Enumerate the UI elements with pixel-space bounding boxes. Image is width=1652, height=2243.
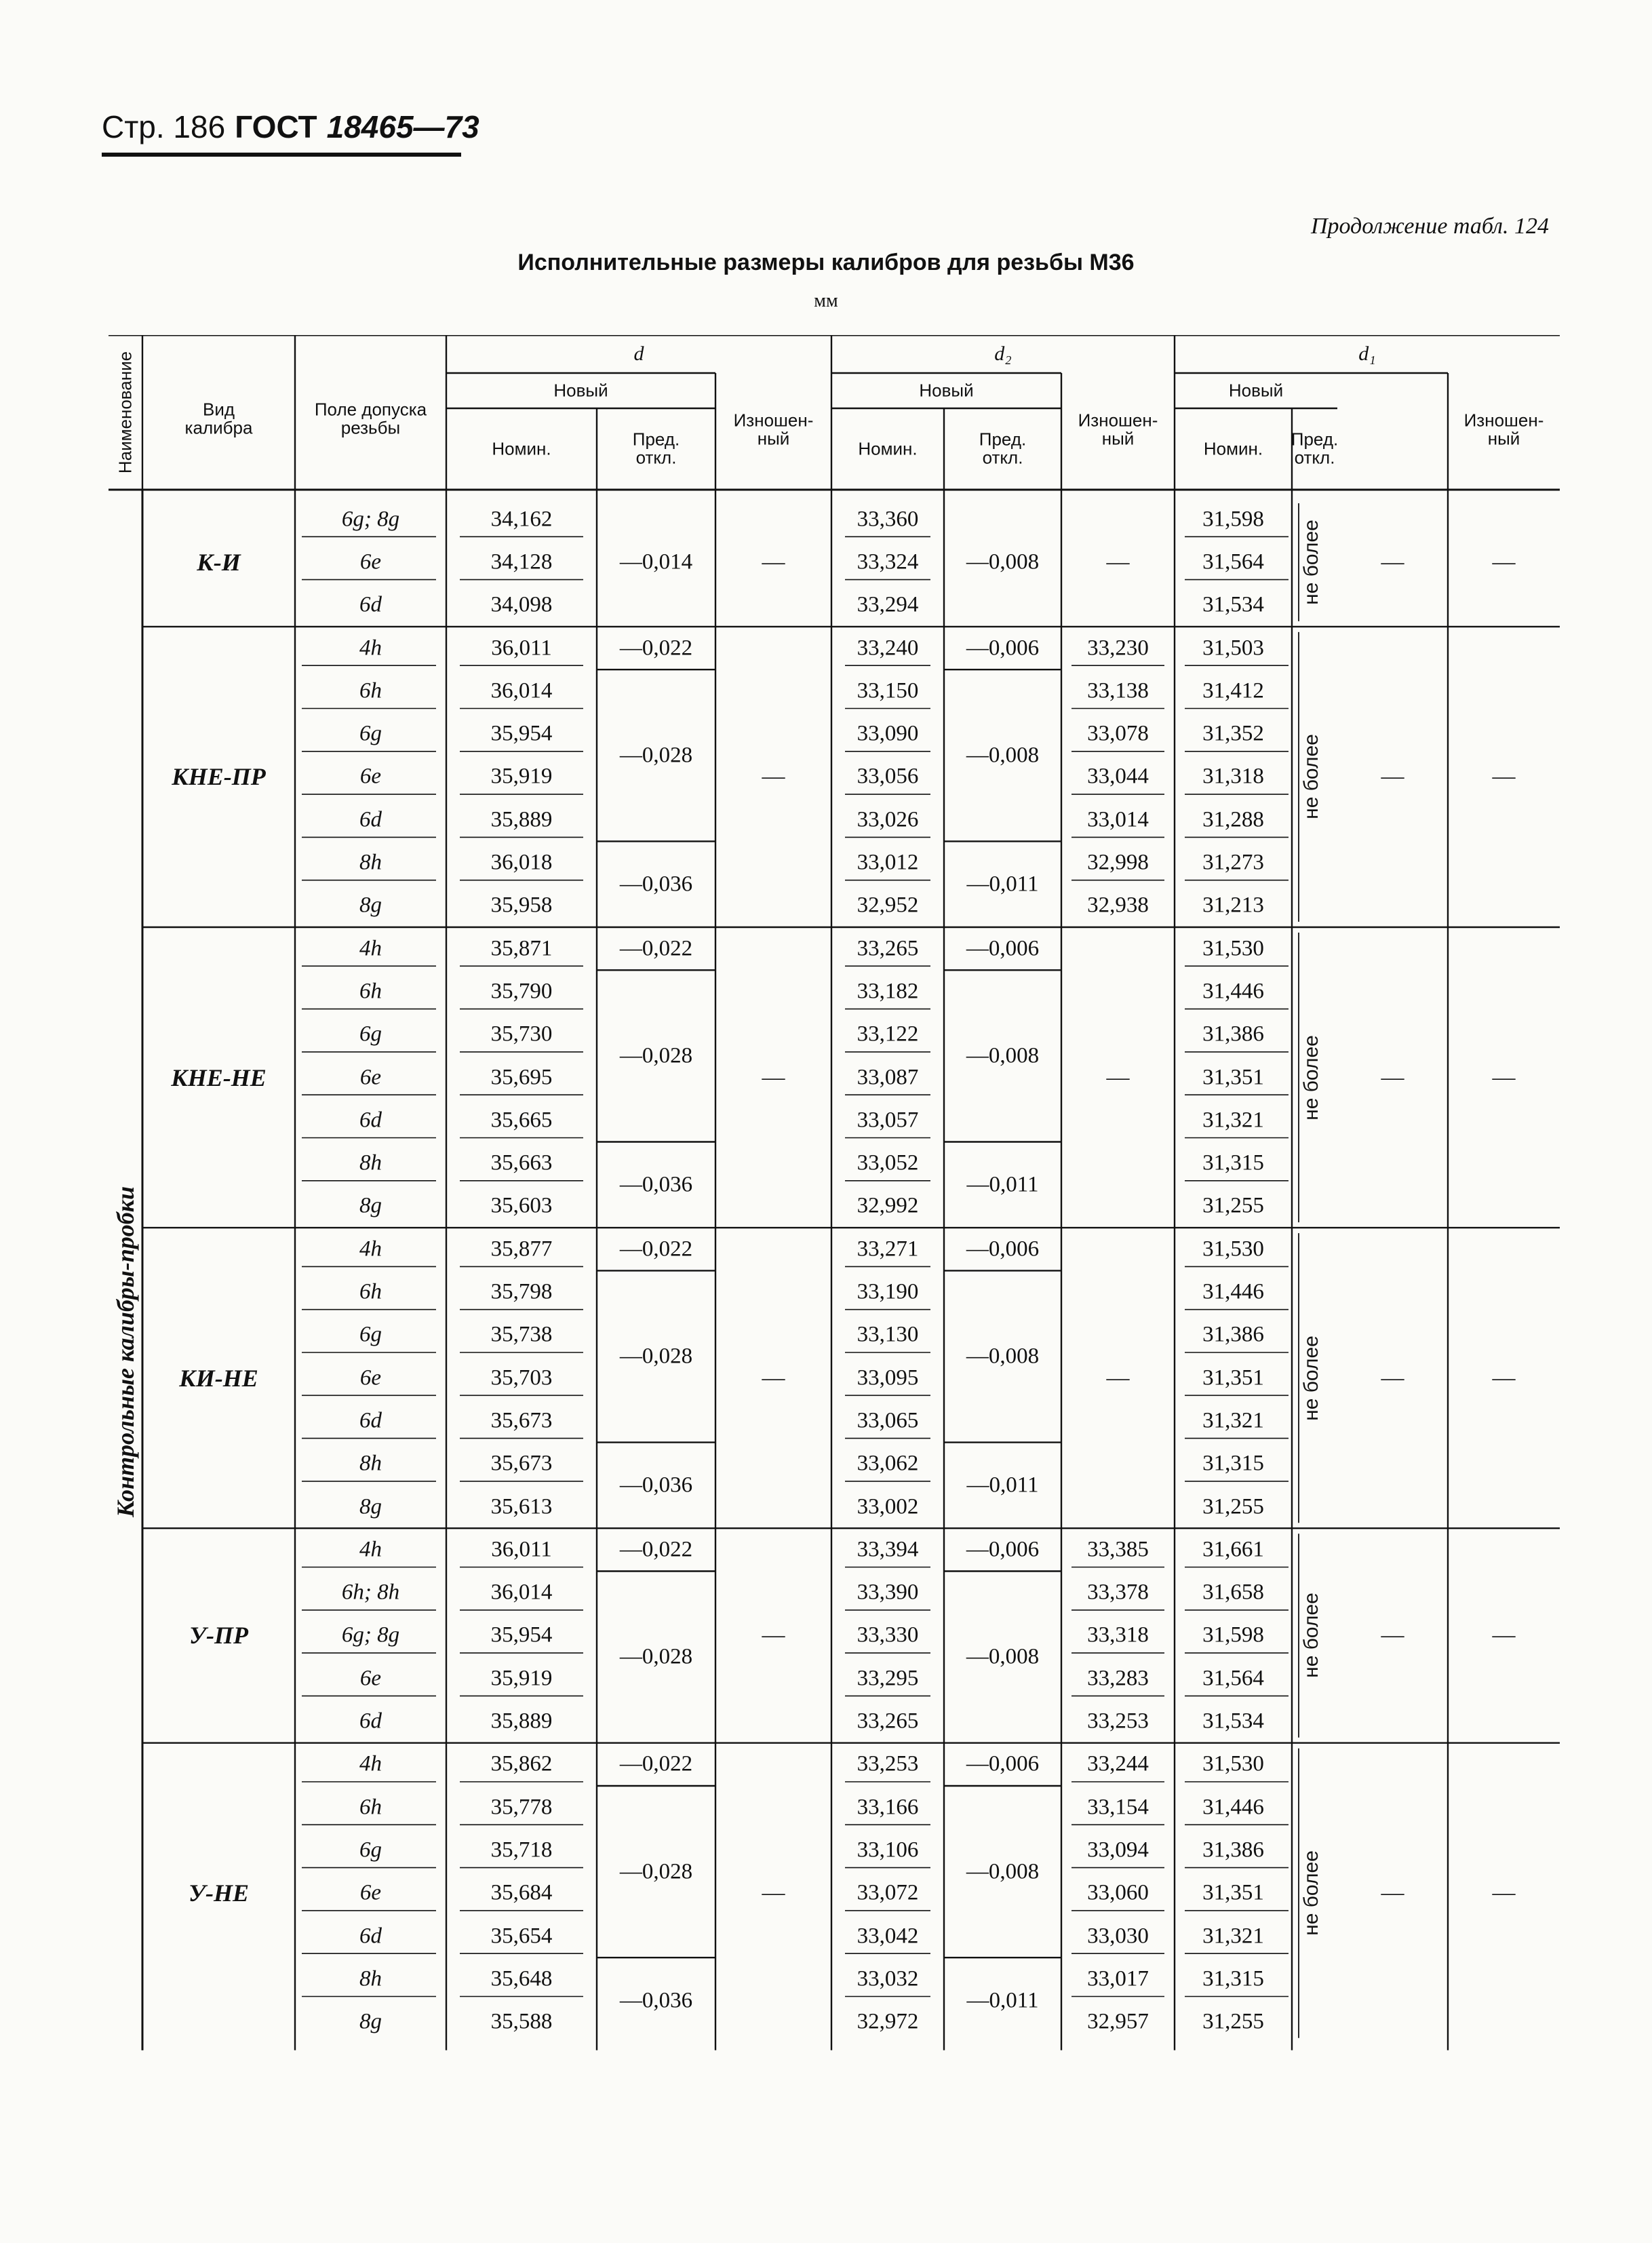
d-nominal: 35,889: [490, 1709, 553, 1734]
d-deviation: —0,022: [619, 1751, 693, 1776]
d-nominal: 35,790: [490, 979, 553, 1004]
header-new-d1: Новый: [1228, 380, 1284, 401]
d-nominal: 35,648: [490, 1966, 553, 1991]
header-d: d: [633, 343, 644, 365]
d-nominal: 35,871: [490, 936, 553, 961]
field-code: 4h: [359, 1751, 382, 1776]
header-rule: [102, 153, 461, 157]
d2-nominal: 33,295: [857, 1666, 919, 1691]
d1-worn-dash: —: [1492, 549, 1516, 574]
header-d1: d₁: [1358, 343, 1376, 365]
header-d2: d₂: [994, 343, 1012, 365]
d2-nominal: 33,190: [857, 1279, 919, 1304]
d1-dev-dash: —: [1381, 1622, 1404, 1648]
d-nominal: 34,162: [490, 507, 553, 532]
header-worn: Изношен- ный: [1463, 410, 1544, 449]
d2-worn: 33,230: [1087, 636, 1149, 661]
d2-nominal: 33,271: [857, 1236, 919, 1262]
header-new-d2: Новый: [919, 380, 974, 401]
d-nominal: 35,958: [490, 893, 553, 918]
field-code: 6e: [359, 1365, 382, 1390]
d-nominal: 35,703: [490, 1365, 553, 1390]
d2-deviation: —0,006: [966, 936, 1040, 961]
d2-nominal: 33,056: [857, 764, 919, 789]
header-name: Наименование: [115, 351, 136, 474]
d2-nominal: 33,253: [857, 1751, 919, 1776]
d2-nominal: 33,065: [857, 1408, 919, 1433]
d-nominal: 35,778: [490, 1795, 553, 1820]
d1-nominal: 31,386: [1202, 1322, 1264, 1347]
d2-deviation: —0,008: [966, 743, 1040, 768]
d-deviation: —0,036: [619, 1172, 693, 1197]
d2-worn: 33,138: [1087, 678, 1149, 703]
field-code: 6d: [359, 1709, 382, 1734]
field-code: 4h: [359, 1236, 382, 1262]
d2-deviation: —0,008: [966, 549, 1040, 574]
d-deviation: —0,028: [619, 1644, 693, 1669]
d1-nominal: 31,386: [1202, 1837, 1264, 1862]
d2-nominal: 33,150: [857, 678, 919, 703]
header-dev: Пред. откл.: [979, 429, 1027, 468]
d2-worn-dash: —: [1106, 1064, 1130, 1090]
field-code: 6h; 8h: [341, 1580, 400, 1605]
d-nominal: 36,011: [491, 1537, 552, 1562]
d1-nominal: 31,321: [1202, 1924, 1264, 1949]
standard-number: 18465—73: [326, 109, 479, 144]
d-deviation: —0,022: [619, 1537, 693, 1562]
header-worn: Изношен- ный: [733, 410, 814, 449]
field-code: 8h: [359, 1451, 382, 1476]
d2-worn-dash: —: [1106, 1365, 1130, 1390]
d1-dev-dash: —: [1381, 549, 1404, 574]
field-code: 6g; 8g: [341, 507, 400, 532]
d1-nominal: 31,530: [1202, 1236, 1264, 1262]
d-nominal: 35,663: [490, 1150, 553, 1175]
d2-worn: 33,030: [1087, 1924, 1149, 1949]
d2-nominal: 33,360: [857, 507, 919, 532]
d1-worn-dash: —: [1492, 1622, 1516, 1648]
d-nominal: 36,018: [490, 850, 553, 875]
d1-nominal: 31,255: [1202, 1494, 1264, 1519]
d1-nominal: 31,412: [1202, 678, 1264, 703]
d-deviation: —0,028: [619, 1859, 693, 1884]
d-nominal: 35,919: [490, 1666, 553, 1691]
d-nominal: 36,011: [491, 636, 552, 661]
d-nominal: 35,730: [490, 1021, 553, 1047]
d-deviation: —0,014: [619, 549, 693, 574]
d2-deviation: —0,006: [966, 636, 1040, 661]
d2-worn: 32,998: [1087, 850, 1149, 875]
d-nominal: 35,613: [490, 1494, 553, 1519]
d-nominal: 35,954: [490, 721, 553, 746]
d-worn-dash: —: [762, 764, 785, 789]
d1-nominal: 31,598: [1202, 1622, 1264, 1647]
d-nominal: 35,954: [490, 1622, 553, 1647]
d2-nominal: 33,166: [857, 1795, 919, 1820]
d-nominal: 35,654: [490, 1924, 553, 1949]
d1-nominal: 31,351: [1202, 1365, 1264, 1390]
d-worn-dash: —: [762, 549, 785, 574]
d-nominal: 35,862: [490, 1751, 553, 1776]
field-code: 8g: [359, 2009, 382, 2034]
d-deviation: —0,022: [619, 636, 693, 661]
d2-nominal: 32,972: [857, 2009, 919, 2034]
d1-dev-dash: —: [1381, 1365, 1404, 1390]
d-nominal: 35,798: [490, 1279, 553, 1304]
d-deviation: —0,028: [619, 1344, 693, 1369]
d2-worn: 33,017: [1087, 1966, 1149, 1991]
d2-nominal: 33,330: [857, 1622, 919, 1647]
d-nominal: 36,014: [490, 678, 553, 703]
d1-nominal: 31,530: [1202, 936, 1264, 961]
table-title: Исполнительные размеры калибров для резьбы М36: [517, 250, 1135, 275]
gauge-kind: КНЕ-ПР: [172, 763, 266, 791]
d2-nominal: 32,992: [857, 1193, 919, 1218]
field-code: 6e: [359, 1880, 382, 1905]
d2-deviation: —0,011: [966, 1172, 1039, 1197]
header-dev: Пред. откл.: [1291, 429, 1339, 468]
gauge-kind: К-И: [197, 548, 241, 576]
header-kind: Вид калибра: [184, 399, 253, 438]
d1-worn-dash: —: [1492, 1880, 1516, 1906]
d1-nominal: 31,288: [1202, 807, 1264, 832]
d-nominal: 34,098: [490, 592, 553, 617]
d1-nominal: 31,255: [1202, 2009, 1264, 2034]
d-worn-dash: —: [762, 1880, 785, 1906]
d-worn-dash: —: [762, 1365, 785, 1390]
d2-nominal: 33,265: [857, 1709, 919, 1734]
d1-nominal: 31,315: [1202, 1451, 1264, 1476]
section-label: Контрольные калибры-пробки: [112, 1186, 139, 1518]
field-code: 6e: [359, 1666, 382, 1691]
d2-worn: 33,378: [1087, 1580, 1149, 1605]
d-deviation: —0,036: [619, 1472, 693, 1498]
page-header: [102, 109, 479, 145]
d-worn-dash: —: [762, 1622, 785, 1648]
d1-nominal: 31,564: [1202, 549, 1264, 574]
header-nom: Номин.: [1203, 438, 1263, 459]
d2-deviation: —0,011: [966, 1988, 1039, 2012]
d2-nominal: 33,265: [857, 936, 919, 961]
d1-nominal: 31,315: [1202, 1150, 1264, 1175]
field-code: 6e: [359, 764, 382, 789]
d-nominal: 35,718: [490, 1837, 553, 1862]
d-deviation: —0,036: [619, 872, 693, 897]
field-code: 6g: [359, 721, 382, 746]
d2-nominal: 33,106: [857, 1837, 919, 1862]
d-nominal: 35,603: [490, 1193, 553, 1218]
d1-nominal: 31,315: [1202, 1966, 1264, 1991]
not-more-label: не более: [1299, 734, 1322, 820]
gauge-kind: У-ПР: [189, 1622, 249, 1650]
field-code: 6e: [359, 1065, 382, 1090]
d2-nominal: 33,052: [857, 1150, 919, 1175]
standard-label: ГОСТ: [235, 109, 317, 144]
d1-nominal: 31,321: [1202, 1408, 1264, 1433]
d-nominal: 35,889: [490, 807, 553, 832]
gauge-kind: КНЕ-НЕ: [171, 1064, 267, 1091]
d2-deviation: —0,006: [966, 1751, 1040, 1776]
d2-worn: 33,283: [1087, 1666, 1149, 1691]
d1-worn-dash: —: [1492, 1365, 1516, 1390]
d2-nominal: 33,122: [857, 1021, 919, 1047]
d1-nominal: 31,213: [1202, 893, 1264, 918]
table-unit: мм: [814, 290, 838, 311]
d2-worn: 33,014: [1087, 807, 1149, 832]
d2-worn-dash: —: [1106, 549, 1130, 574]
d1-dev-dash: —: [1381, 764, 1404, 789]
d1-nominal: 31,534: [1202, 1709, 1264, 1734]
d2-nominal: 33,390: [857, 1580, 919, 1605]
field-code: 6g: [359, 1021, 382, 1047]
d2-deviation: —0,008: [966, 1859, 1040, 1884]
d1-nominal: 31,661: [1202, 1537, 1264, 1562]
d-nominal: 35,695: [490, 1065, 553, 1090]
field-code: 4h: [359, 936, 382, 961]
header-new-d: Новый: [553, 380, 608, 401]
d-deviation: —0,028: [619, 1043, 693, 1068]
d2-nominal: 33,012: [857, 850, 919, 875]
d2-nominal: 33,240: [857, 636, 919, 661]
field-code: 6g; 8g: [341, 1622, 400, 1647]
header-field: Поле допуска резьбы: [314, 399, 427, 438]
field-code: 4h: [359, 1537, 382, 1562]
d2-worn: 33,253: [1087, 1709, 1149, 1734]
d2-worn: 33,244: [1087, 1751, 1149, 1776]
table-grid: [109, 335, 1560, 2085]
d1-nominal: 31,321: [1202, 1108, 1264, 1133]
d-nominal: 35,588: [490, 2009, 553, 2034]
header-nom: Номин.: [858, 438, 918, 459]
d1-worn-dash: —: [1492, 1064, 1516, 1090]
gauge-kind: КИ-НЕ: [179, 1364, 258, 1392]
d2-nominal: 33,002: [857, 1494, 919, 1519]
not-more-label: не более: [1299, 520, 1322, 605]
not-more-label: не более: [1299, 1335, 1322, 1421]
field-code: 8g: [359, 893, 382, 918]
field-code: 6h: [359, 1795, 382, 1820]
d2-nominal: 33,090: [857, 721, 919, 746]
field-code: 4h: [359, 636, 382, 661]
header-worn: Изношен- ный: [1078, 410, 1158, 449]
d2-worn: 33,078: [1087, 721, 1149, 746]
gauge-kind: У-НЕ: [188, 1879, 250, 1907]
d1-nominal: 31,446: [1202, 1795, 1264, 1820]
d-deviation: —0,022: [619, 936, 693, 961]
field-code: 6d: [359, 1408, 382, 1433]
d2-nominal: 33,394: [857, 1537, 919, 1562]
d1-nominal: 31,255: [1202, 1193, 1264, 1218]
d-deviation: —0,022: [619, 1236, 693, 1262]
d-nominal: 36,014: [490, 1580, 553, 1605]
field-code: 6d: [359, 592, 382, 617]
d-nominal: 34,128: [490, 549, 553, 574]
d1-nominal: 31,598: [1202, 507, 1264, 532]
d2-nominal: 33,182: [857, 979, 919, 1004]
d2-worn: 33,318: [1087, 1622, 1149, 1647]
d2-nominal: 33,324: [857, 549, 919, 574]
d1-nominal: 31,273: [1202, 850, 1264, 875]
d2-nominal: 33,130: [857, 1322, 919, 1347]
d2-worn: 32,938: [1087, 893, 1149, 918]
d-nominal: 35,738: [490, 1322, 553, 1347]
not-more-label: не более: [1299, 1850, 1322, 1936]
d1-nominal: 31,386: [1202, 1021, 1264, 1047]
d-nominal: 35,673: [490, 1408, 553, 1433]
d2-worn: 32,957: [1087, 2009, 1149, 2034]
d1-nominal: 31,446: [1202, 1279, 1264, 1304]
field-code: 8g: [359, 1193, 382, 1218]
d2-nominal: 33,032: [857, 1966, 919, 1991]
d2-nominal: 33,042: [857, 1924, 919, 1949]
field-code: 6d: [359, 807, 382, 832]
d1-nominal: 31,352: [1202, 721, 1264, 746]
d-nominal: 35,877: [490, 1236, 553, 1262]
d1-worn-dash: —: [1492, 764, 1516, 789]
field-code: 8g: [359, 1494, 382, 1519]
d1-dev-dash: —: [1381, 1064, 1404, 1090]
d2-deviation: —0,011: [966, 1472, 1039, 1498]
field-code: 6d: [359, 1108, 382, 1133]
d1-nominal: 31,318: [1202, 764, 1264, 789]
d-nominal: 35,919: [490, 764, 553, 789]
d2-nominal: 33,294: [857, 592, 919, 617]
page-number: Стр. 186: [102, 109, 226, 144]
field-code: 6h: [359, 979, 382, 1004]
d2-deviation: —0,006: [966, 1537, 1040, 1562]
field-code: 8h: [359, 850, 382, 875]
gauge-table: [109, 335, 1560, 2085]
d-worn-dash: —: [762, 1064, 785, 1090]
field-code: 6e: [359, 549, 382, 574]
d2-nominal: 33,072: [857, 1880, 919, 1905]
d2-worn: 33,094: [1087, 1837, 1149, 1862]
d1-nominal: 31,446: [1202, 979, 1264, 1004]
d1-nominal: 31,530: [1202, 1751, 1264, 1776]
d2-deviation: —0,008: [966, 1344, 1040, 1369]
d1-dev-dash: —: [1381, 1880, 1404, 1906]
d2-nominal: 33,062: [857, 1451, 919, 1476]
d2-nominal: 33,087: [857, 1065, 919, 1090]
d1-nominal: 31,351: [1202, 1880, 1264, 1905]
d1-nominal: 31,534: [1202, 592, 1264, 617]
field-code: 6g: [359, 1837, 382, 1862]
field-code: 6h: [359, 1279, 382, 1304]
field-code: 6h: [359, 678, 382, 703]
field-code: 6d: [359, 1924, 382, 1949]
header-dev: Пред. откл.: [632, 429, 680, 468]
d1-nominal: 31,564: [1202, 1666, 1264, 1691]
not-more-label: не более: [1299, 1593, 1322, 1679]
field-code: 8h: [359, 1966, 382, 1991]
d2-deviation: —0,011: [966, 872, 1039, 897]
d2-nominal: 33,026: [857, 807, 919, 832]
d-nominal: 35,665: [490, 1108, 553, 1133]
d2-nominal: 33,095: [857, 1365, 919, 1390]
d1-nominal: 31,503: [1202, 636, 1264, 661]
d2-nominal: 33,057: [857, 1108, 919, 1133]
continuation-note: Продолжение табл. 124: [1310, 214, 1549, 239]
not-more-label: не более: [1299, 1034, 1322, 1120]
d2-deviation: —0,008: [966, 1043, 1040, 1068]
field-code: 6g: [359, 1322, 382, 1347]
d2-deviation: —0,008: [966, 1644, 1040, 1669]
d-nominal: 35,673: [490, 1451, 553, 1476]
d2-worn: 33,154: [1087, 1795, 1149, 1820]
d2-deviation: —0,006: [966, 1236, 1040, 1262]
d1-nominal: 31,658: [1202, 1580, 1264, 1605]
d2-nominal: 32,952: [857, 893, 919, 918]
d-deviation: —0,028: [619, 743, 693, 768]
d2-worn: 33,044: [1087, 764, 1149, 789]
d-deviation: —0,036: [619, 1988, 693, 2012]
header-nom: Номин.: [492, 438, 551, 459]
field-code: 8h: [359, 1150, 382, 1175]
d2-worn: 33,060: [1087, 1880, 1149, 1905]
d1-nominal: 31,351: [1202, 1065, 1264, 1090]
d2-worn: 33,385: [1087, 1537, 1149, 1562]
d-nominal: 35,684: [490, 1880, 553, 1905]
